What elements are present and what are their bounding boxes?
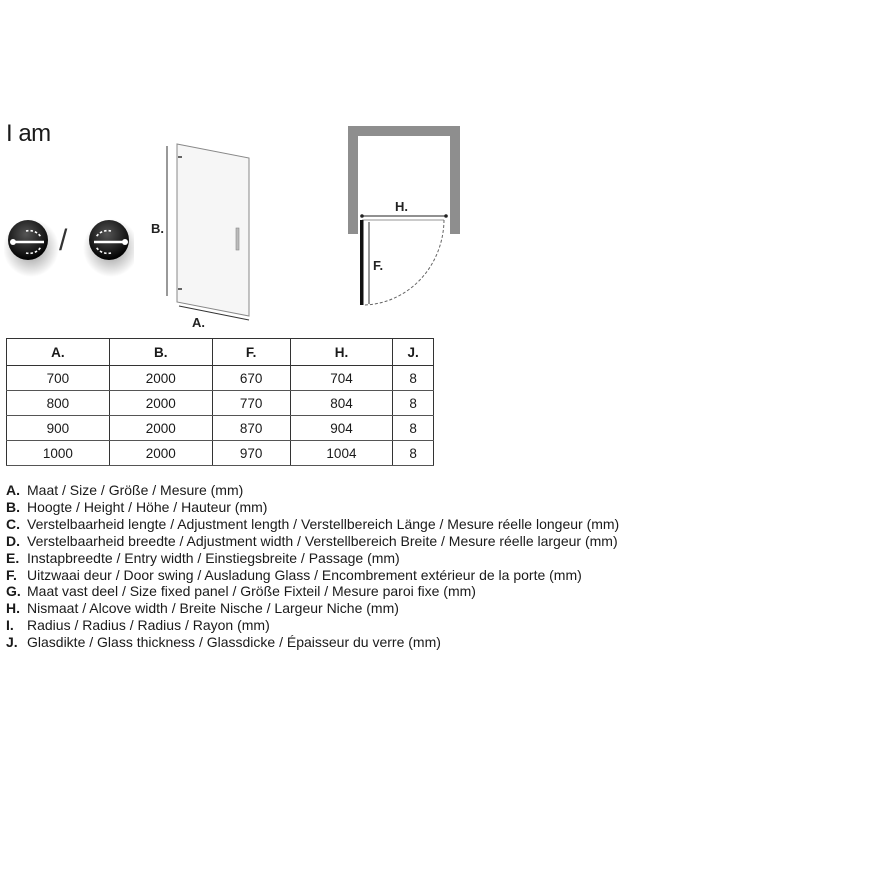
table-cell: 970 <box>212 441 290 466</box>
legend-key: C. <box>6 515 20 532</box>
door-swing-right-icon <box>83 219 134 277</box>
legend-key: D. <box>6 532 20 549</box>
icon-separator: / <box>59 224 68 257</box>
legend-key: A. <box>6 482 20 498</box>
table-cell: 804 <box>290 391 393 416</box>
table-header-row <box>7 339 434 366</box>
legend-item <box>6 550 619 567</box>
legend-text: Instapbreedte / Entry width / Einstiegsbreite / Passage (mm) <box>27 549 400 566</box>
legend-text: Maat vast deel / Size fixed panel / Größe Fixteil / Mesure paroi fixe (mm) <box>27 583 476 600</box>
swing-direction-icons <box>4 218 134 284</box>
table-cell: 900 <box>7 416 110 441</box>
table-row <box>7 441 434 466</box>
dimensions-table <box>6 338 434 466</box>
legend-item <box>6 482 619 499</box>
legend-item <box>6 516 619 533</box>
col-header-h: H. <box>290 339 393 366</box>
dimension-legend <box>6 482 619 651</box>
legend-text: Uitzwaai deur / Door swing / Ausladung Glass / Encombrement extérieur de la porte (mm) <box>27 566 582 583</box>
legend-key: H. <box>6 600 20 617</box>
table-cell: 700 <box>7 366 110 391</box>
table-cell: 704 <box>290 366 393 391</box>
legend-text: Maat / Size / Größe / Mesure (mm) <box>27 482 244 498</box>
table-row <box>7 416 434 441</box>
label-h: H. <box>395 199 408 214</box>
legend-key: I. <box>6 617 14 634</box>
legend-text: Nismaat / Alcove width / Breite Nische / Largeur Niche (mm) <box>27 600 399 617</box>
table-cell: 8 <box>393 416 434 441</box>
legend-key: G. <box>6 583 21 600</box>
table-cell: 800 <box>7 391 110 416</box>
label-b: B. <box>151 221 164 236</box>
col-header-f: F. <box>212 339 290 366</box>
table-cell: 770 <box>212 391 290 416</box>
table-cell: 670 <box>212 366 290 391</box>
product-title: I am <box>6 120 51 147</box>
door-elevation-diagram <box>145 136 265 336</box>
table-cell: 8 <box>393 366 434 391</box>
table-cell: 1000 <box>7 441 110 466</box>
col-header-j: J. <box>393 339 434 366</box>
legend-key: E. <box>6 549 20 566</box>
table-cell: 2000 <box>109 366 212 391</box>
legend-text: Radius / Radius / Radius / Rayon (mm) <box>27 617 270 634</box>
door-plan-diagram <box>340 118 470 318</box>
legend-key: J. <box>6 634 18 651</box>
legend-item <box>6 617 619 634</box>
legend-item <box>6 583 619 600</box>
legend-key: B. <box>6 498 20 515</box>
table-row <box>7 391 434 416</box>
table-cell: 2000 <box>109 441 212 466</box>
table-cell: 870 <box>212 416 290 441</box>
table-cell: 1004 <box>290 441 393 466</box>
legend-item <box>6 499 619 516</box>
door-swing-left-icon <box>4 219 59 277</box>
legend-text: Verstelbaarheid breedte / Adjustment width / Verstellbereich Breite / Mesure réelle largeur (mm) <box>27 532 618 549</box>
legend-key: F. <box>6 566 17 583</box>
label-f: F. <box>373 258 384 273</box>
legend-text: Hoogte / Height / Höhe / Hauteur (mm) <box>27 498 268 515</box>
legend-text: Verstelbaarheid lengte / Adjustment length / Verstellbereich Länge / Mesure réelle longeur (mm) <box>27 515 620 532</box>
table-cell: 8 <box>393 391 434 416</box>
table-cell: 2000 <box>109 391 212 416</box>
legend-item <box>6 567 619 584</box>
table-cell: 8 <box>393 441 434 466</box>
legend-item <box>6 634 619 651</box>
legend-text: Glasdikte / Glass thickness / Glassdicke / Épaisseur du verre (mm) <box>27 634 441 651</box>
legend-item <box>6 533 619 550</box>
table-cell: 2000 <box>109 416 212 441</box>
table-row <box>7 366 434 391</box>
col-header-b: B. <box>109 339 212 366</box>
label-a: A. <box>192 315 205 330</box>
col-header-a: A. <box>7 339 110 366</box>
legend-item <box>6 600 619 617</box>
table-cell: 904 <box>290 416 393 441</box>
